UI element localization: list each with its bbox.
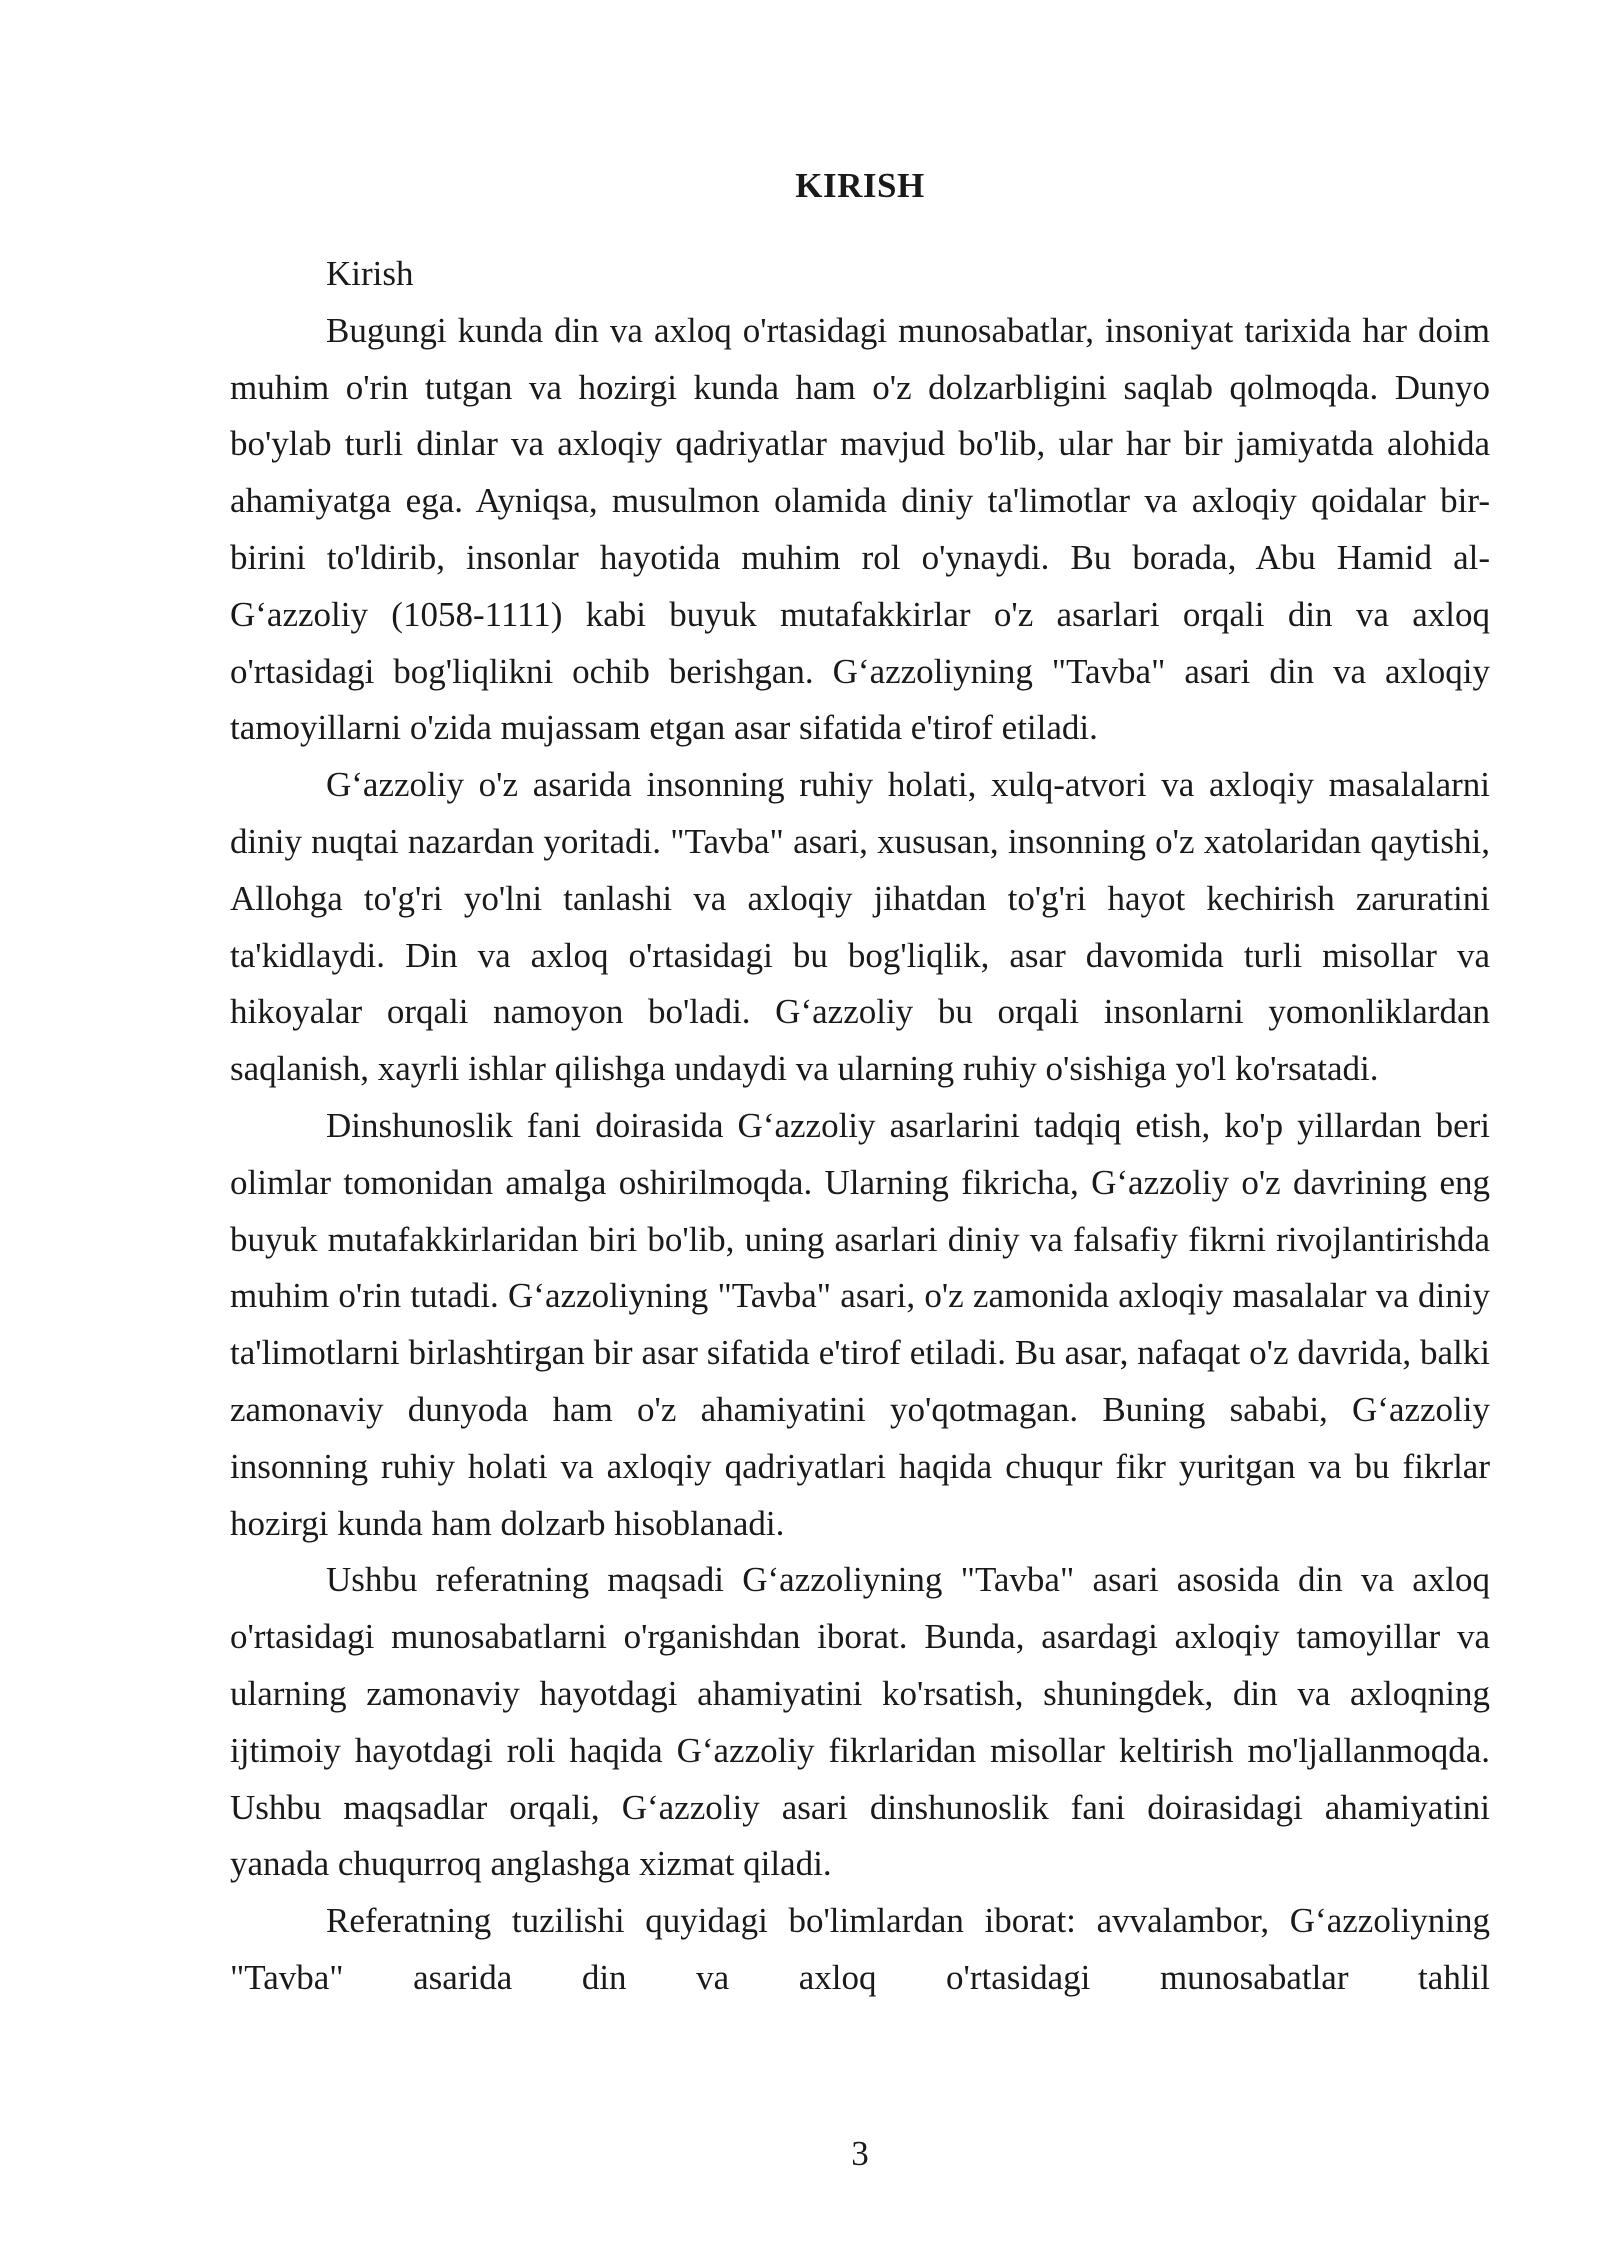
paragraph-3: Dinshunoslik fani doirasida G‘azzoliy asarlarini tadqiq etish, ko'p yillardan beri olimlar tomonidan amalga oshirilmoqda. Ularning fikricha, G‘azzoliy o'z davrining eng buyuk mutafakkirlaridan biri bo'lib, uning asarlari diniy va falsafiy fikrni rivojlantirishda muhim o'rin tutadi. G‘azzoliyning "Tavba" asari, o'z zamonida axloqiy masalalar va diniy ta'limotlarni birlashtirgan bir asar sifatida e'tirof etiladi. Bu asar, nafaqat o'z davrida, balki zamonaviy dunyoda ham o'z ahamiyatini yo'qotmagan. Buning sababi, G‘azzoliy insonning ruhiy holati va axloqiy qadriyatlari haqida chuqur fikr yuritgan va bu fikrlar hozirgi kunda ham dolzarb hisoblanadi.: [230, 1105, 1490, 1543]
paragraph-5: Referatning tuzilishi quyidagi bo'limlardan iborat: avvalambor, G‘azzoliyning "Tavba" asarida din va axloq o'rtasidagi munosabatlar tahlil: [230, 1901, 1490, 1997]
page-number: 3: [851, 2134, 869, 2173]
body-text: [230, 246, 1490, 2007]
section-subheading: Kirish: [326, 254, 414, 293]
paragraph-1: Bugungi kunda din va axloq o'rtasidagi munosabatlar, insoniyat tarixida har doim muhim o'rin tutgan va hozirgi kunda ham o'z dolzarbligini saqlab qolmoqda. Dunyo bo'ylab turli dinlar va axloqiy qadriyatlar mavjud bo'lib, ular har bir jamiyatda alohida ahamiyatga ega. Ayniqsa, musulmon olamida diniy ta'limotlar va axloqiy qoidalar bir-birini to'ldirib, insonlar hayotida muhim rol o'ynaydi. Bu borada, Abu Hamid al-G‘azzoliy (1058-1111) kabi buyuk mutafakkirlar o'z asarlari orqali din va axloq o'rtasidagi bog'liqlikni ochib berishgan. G‘azzoliyning "Tavba" asari din va axloqiy tamoyillarni o'zida mujassam etgan asar sifatida e'tirof etiladi.: [230, 310, 1490, 748]
page-title: KIRISH: [795, 166, 925, 205]
paragraph-4: Ushbu referatning maqsadi G‘azzoliyning "Tavba" asari asosida din va axloq o'rtasidagi munosabatlarni o'rganishdan iborat. Bunda, asardagi axloqiy tamoyillar va ularning zamonaviy hayotdagi ahamiyatini ko'rsatish, shuningdek, din va axloqning ijtimoiy hayotdagi roli haqida G‘azzoliy fikrlaridan misollar keltirish mo'ljallanmoqda. Ushbu maqsadlar orqali, G‘azzoliy asari dinshunoslik fani doirasidagi ahamiyatini yanada chuqurroq anglashga xizmat qiladi.: [230, 1560, 1490, 1884]
paragraph-2: G‘azzoliy o'z asarida insonning ruhiy holati, xulq-atvori va axloqiy masalalarni diniy nuqtai nazardan yoritadi. "Tavba" asari, xususan, insonning o'z xatolaridan qaytishi, Allohga to'g'ri yo'lni tanlashi va axloqiy jihatdan to'g'ri hayot kechirish zaruratini ta'kidlaydi. Din va axloq o'rtasidagi bu bog'liqlik, asar davomida turli misollar va hikoyalar orqali namoyon bo'ladi. G‘azzoliy bu orqali insonlarni yomonliklardan saqlanish, xayrli ishlar qilishga undaydi va ularning ruhiy o'sishiga yo'l ko'rsatadi.: [230, 765, 1490, 1089]
